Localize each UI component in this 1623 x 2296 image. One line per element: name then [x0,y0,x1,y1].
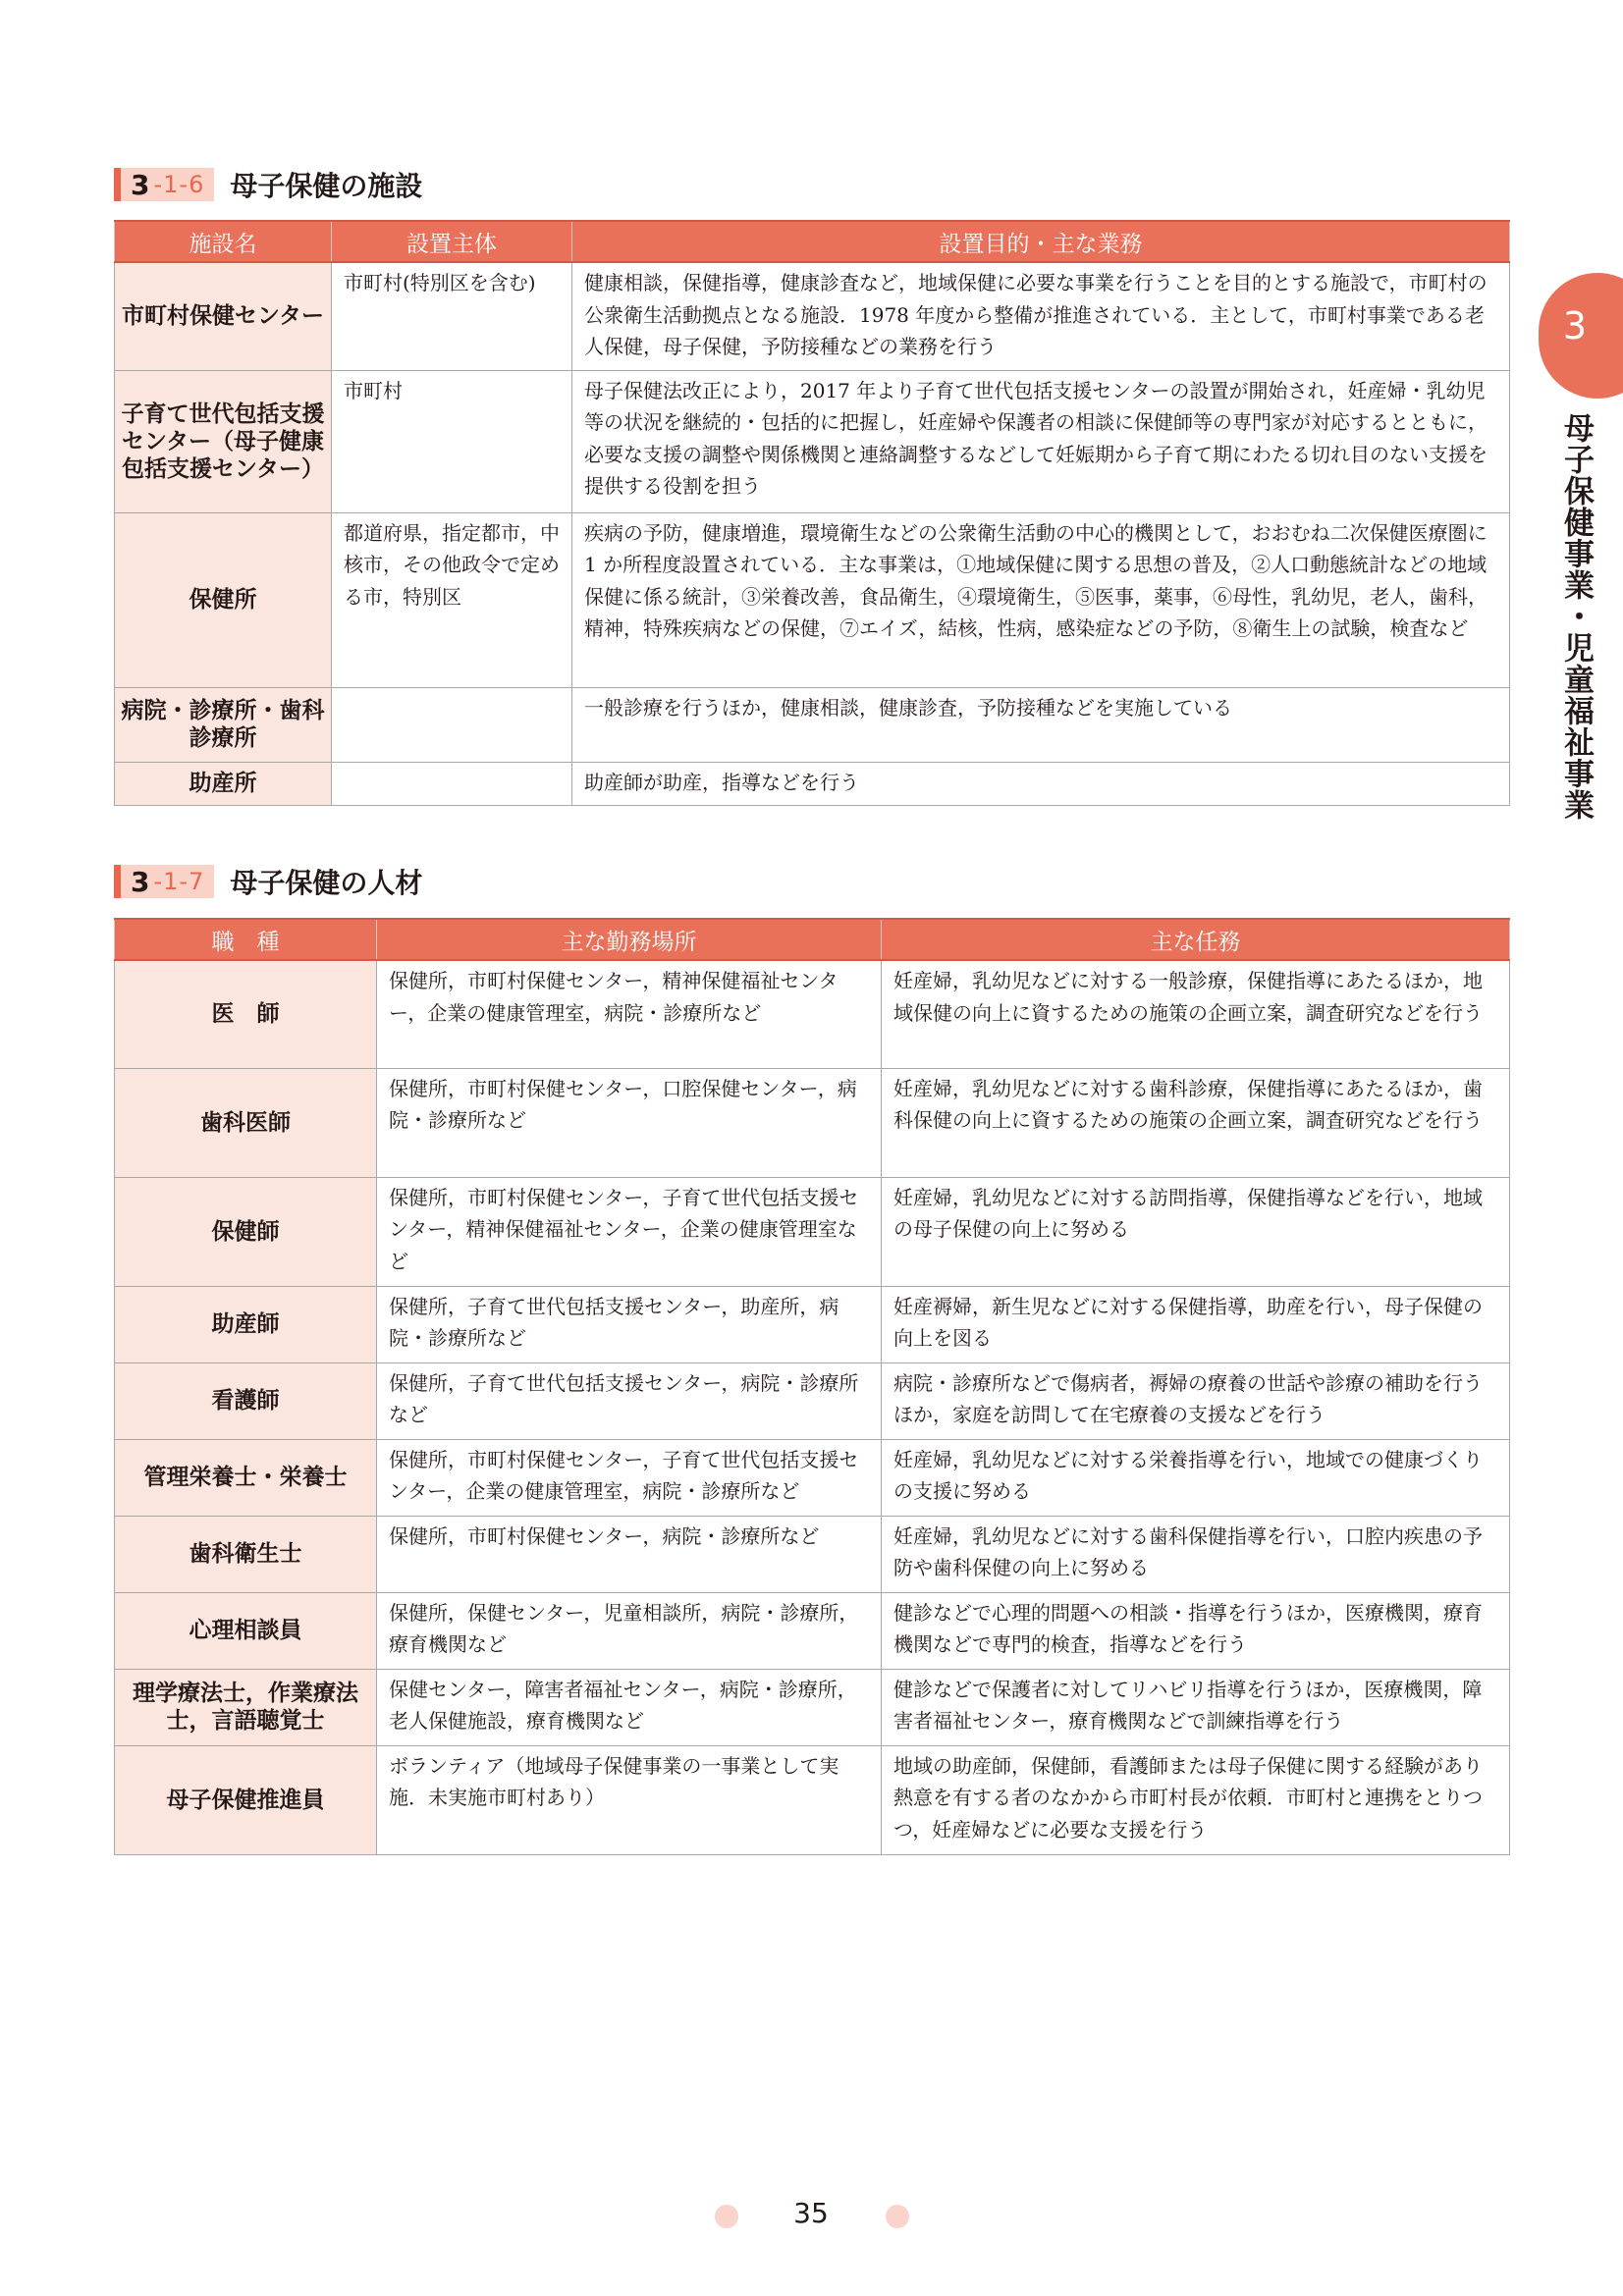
facility-founder: 市町村 [332,370,572,512]
section-title: 母子保健の施設 [230,170,423,202]
table-row [115,262,1510,370]
work-place: ボランティア（地域母子保健事業の一事業として実施．未実施市町村あり） [377,1745,882,1854]
facility-name: 助産所 [115,762,332,805]
table-row [115,1362,1510,1439]
main-duty: 妊産婦，乳幼児などに対する歯科保健指導を行い，口腔内疾患の予防や歯科保健の向上に努める [882,1516,1510,1592]
facility-purpose: 母子保健法改正により，2017 年より子育て世代包括支援センターの設置が開始され，妊産婦・乳幼児等の状況を継続的・包括的に把握し，妊産婦や保護者の相談に保健師等の専門家が対応するとともに，必要な支援の調整や関係機関と連絡調整するなどして妊娠期から子育て期にわたる切れ目のない支援を提供する役割を担う [572,370,1510,512]
work-place: 保健所，子育て世代包括支援センター，病院・診療所など [377,1362,882,1439]
job-title: 歯科医師 [115,1068,377,1177]
facility-founder [332,687,572,762]
facility-founder: 市町村(特別区を含む) [332,262,572,370]
column-header: 施設名 [115,221,332,262]
facility-founder [332,762,572,805]
main-duty: 健診などで心理的問題への相談・指導を行うほか，医療機関，療育機関などで専門的検査，指導などを行う [882,1592,1510,1669]
page-number: 35 [793,2197,829,2229]
table-row [115,1745,1510,1854]
table-row [115,1439,1510,1516]
section-number: 3 [131,865,150,898]
job-title: 母子保健推進員 [115,1745,377,1854]
job-title: 看護師 [115,1362,377,1439]
work-place: 保健所，保健センター，児童相談所，病院・診療所，療育機関など [377,1592,882,1669]
facility-founder: 都道府県，指定都市，中核市，その他政令で定める市，特別区 [332,512,572,687]
section-number-badge [114,168,214,201]
table-row [115,1669,1510,1745]
table-row [115,960,1510,1068]
main-duty: 妊産褥婦，新生児などに対する保健指導，助産を行い，母子保健の向上を図る [882,1286,1510,1362]
main-duty: 妊産婦，乳幼児などに対する一般診療，保健指導にあたるほか，地域保健の向上に資するための施策の企画立案，調査研究などを行う [882,960,1510,1068]
table-row [115,512,1510,687]
work-place: 保健所，市町村保健センター，子育て世代包括支援センター，企業の健康管理室，病院・診療所など [377,1439,882,1516]
facility-purpose: 一般診療を行うほか，健康相談，健康診査，予防接種などを実施している [572,687,1510,762]
footer-dot-left [715,2205,738,2228]
facilities-table [114,220,1510,806]
job-title: 保健師 [115,1177,377,1286]
table-row [115,687,1510,762]
column-header: 職 種 [115,919,377,960]
work-place: 保健所，市町村保健センター，口腔保健センター，病院・診療所など [377,1068,882,1177]
column-header: 主な勤務場所 [377,919,882,960]
work-place: 保健所，子育て世代包括支援センター，助産所，病院・診療所など [377,1286,882,1362]
column-header: 主な任務 [882,919,1510,960]
facility-purpose: 健康相談，保健指導，健康診査など，地域保健に必要な事業を行うことを目的とする施設で，市町村の公衆衛生活動拠点となる施設．1978 年度から整備が推進されている．主として，市町村事業である老人保健，母子保健，予防接種などの業務を行う [572,262,1510,370]
table-row [115,1516,1510,1592]
page-footer [0,2197,1623,2236]
main-duty: 地域の助産師，保健師，看護師または母子保健に関する経験があり熱意を有する者のなかから市町村長が依頼．市町村と連携をとりつつ，妊産婦などに必要な支援を行う [882,1745,1510,1854]
facility-name: 病院・診療所・歯科診療所 [115,687,332,762]
facility-name: 市町村保健センター [115,262,332,370]
table-row [115,762,1510,805]
table-header-row [115,221,1510,262]
work-place: 保健センター，障害者福祉センター，病院・診療所，老人保健施設，療育機関など [377,1669,882,1745]
table-row [115,1286,1510,1362]
staff-table [114,918,1510,1855]
chapter-title-vertical: 母子保健事業・児童福祉事業 [1558,412,1594,821]
main-duty: 妊産婦，乳幼児などに対する訪問指導，保健指導などを行い，地域の母子保健の向上に努める [882,1177,1510,1286]
facility-purpose: 疾病の予防，健康増進，環境衛生などの公衆衛生活動の中心的機関として，おおむね二次保健医療圏に 1 か所程度設置されている．主な事業は，①地域保健に関する思想の普及，②人口動態統計などの地域保健に係る統計，③栄養改善，食品衛生，④環境衛生，⑤医事，薬事，⑥母性，乳幼児，老人，歯科，精神，特殊疾病などの保健，⑦エイズ，結核，性病，感染症などの予防，⑧衛生上の試験，検査など [572,512,1510,687]
facility-purpose: 助産師が助産，指導などを行う [572,762,1510,805]
table-row [115,1592,1510,1669]
work-place: 保健所，市町村保健センター，子育て世代包括支援センター，精神保健福祉センター，企業の健康管理室など [377,1177,882,1286]
section-subnumber: -1-7 [153,868,205,895]
work-place: 保健所，市町村保健センター，精神保健福祉センター，企業の健康管理室，病院・診療所など [377,960,882,1068]
chapter-number: 3 [1562,304,1588,347]
footer-dot-right [886,2205,909,2228]
column-header: 設置主体 [332,221,572,262]
job-title: 理学療法士，作業療法士，言語聴覚士 [115,1669,377,1745]
section-number-badge [114,865,214,898]
main-duty: 妊産婦，乳幼児などに対する栄養指導を行い，地域での健康づくりの支援に努める [882,1439,1510,1516]
job-title: 医 師 [115,960,377,1068]
section-number: 3 [131,168,150,201]
main-duty: 病院・診療所などで傷病者，褥婦の療養の世話や診療の補助を行うほか，家庭を訪問して在宅療養の支援などを行う [882,1362,1510,1439]
job-title: 助産師 [115,1286,377,1362]
section-heading-staff [114,862,422,901]
main-duty: 健診などで保護者に対してリハビリ指導を行うほか，医療機関，障害者福祉センター，療育機関などで訓練指導を行う [882,1669,1510,1745]
main-duty: 妊産婦，乳幼児などに対する歯科診療，保健指導にあたるほか，歯科保健の向上に資するための施策の企画立案，調査研究などを行う [882,1068,1510,1177]
table-row [115,370,1510,512]
facility-name: 保健所 [115,512,332,687]
facility-name: 子育て世代包括支援センター（母子健康包括支援センター） [115,370,332,512]
section-subnumber: -1-6 [153,171,205,198]
work-place: 保健所，市町村保健センター，病院・診療所など [377,1516,882,1592]
table-row [115,1177,1510,1286]
table-header-row [115,919,1510,960]
table-row [115,1068,1510,1177]
job-title: 心理相談員 [115,1592,377,1669]
job-title: 管理栄養士・栄養士 [115,1439,377,1516]
column-header: 設置目的・主な業務 [572,221,1510,262]
section-title: 母子保健の人材 [230,867,423,899]
section-heading-facilities [114,165,422,204]
job-title: 歯科衛生士 [115,1516,377,1592]
